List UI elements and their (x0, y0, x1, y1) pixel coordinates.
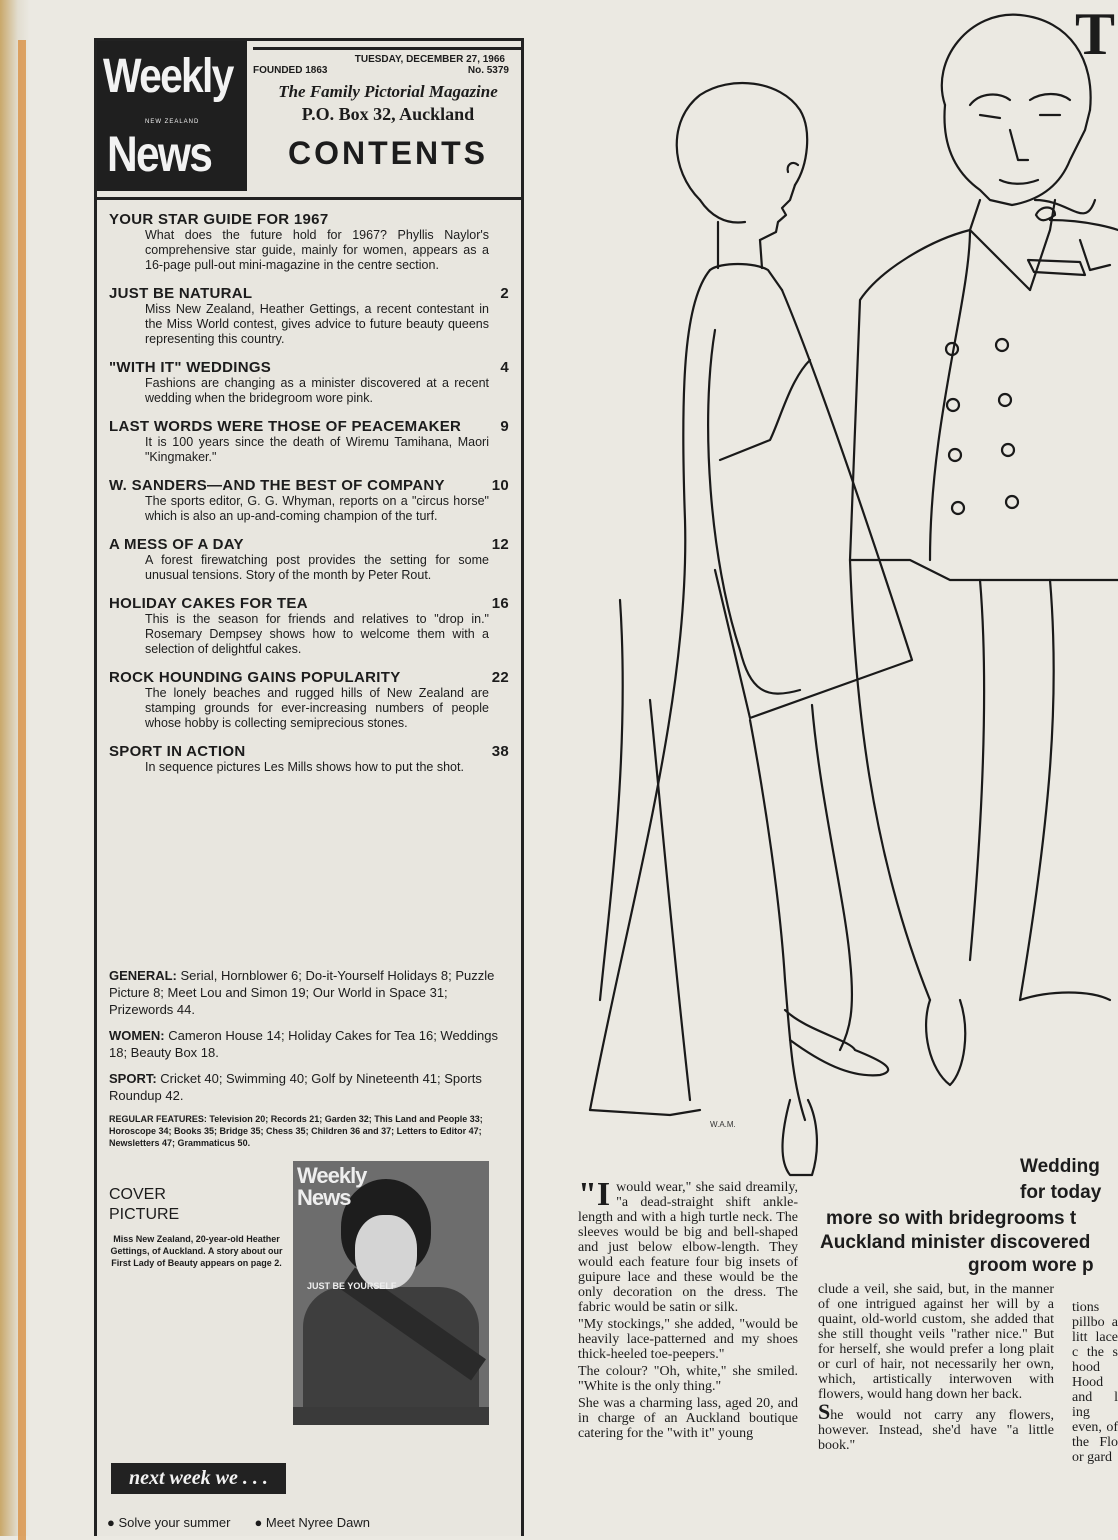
sport-section: SPORT: Cricket 40; Swimming 40; Golf by Nineteenth 41; Sports Roundup 42. (109, 1071, 482, 1103)
contents-entry (109, 285, 509, 347)
contents-entries (109, 211, 509, 787)
entry-page: 38 (491, 743, 509, 760)
article-paragraph: The colour? "Oh, white," she smiled. "White is the only thing." (578, 1364, 798, 1394)
weekly-news-logo (97, 41, 247, 191)
cover-heading-2: PICTURE (109, 1206, 180, 1223)
article-column-2 (818, 1282, 1054, 1536)
artist-signature: W.A.M. (710, 1120, 736, 1129)
next-week-item: ● Solve your summer (107, 1515, 231, 1530)
fashion-illustration (550, 0, 1118, 1180)
page-edge (0, 0, 30, 1536)
entry-description: This is the season for friends and relatives to "drop in." Rosemary Dempsey shows how to welcome them with a selection of delightful cakes. (145, 612, 489, 656)
entry-page: 22 (491, 669, 509, 686)
cover-thumb-footer (293, 1407, 489, 1425)
contents-entry (109, 418, 509, 465)
next-week-items (107, 1515, 507, 1530)
cover-figure-face (355, 1215, 417, 1289)
issue-number: No. 5379 (467, 65, 509, 76)
article-caption-1: Wedding (1020, 1156, 1100, 1177)
cover-thumbnail (293, 1161, 489, 1425)
article-paragraph: She would not carry any flowers, however. Instead, she'd have "a little book." (818, 1399, 1054, 1453)
entry-page: 9 (500, 418, 509, 435)
drop-cap: "I (578, 1180, 611, 1213)
entry-title: SPORT IN ACTION (109, 743, 246, 760)
woman-figure (590, 83, 912, 1175)
founded-year: FOUNDED 1863 (253, 65, 328, 76)
contents-panel (94, 38, 524, 1536)
entry-title: HOLIDAY CAKES FOR TEA (109, 595, 308, 612)
address: P.O. Box 32, Auckland (301, 104, 475, 124)
entry-page: 12 (491, 536, 509, 553)
article-column-1 (578, 1180, 798, 1536)
entry-page: 4 (500, 359, 509, 376)
contents-entry (109, 211, 509, 273)
logo-weekly: Weekly (103, 50, 233, 103)
entry-description: Miss New Zealand, Heather Gettings, a recent contestant in the Miss World contest, gives advice to future beauty queens representing this country. (145, 302, 489, 346)
entry-title: JUST BE NATURAL (109, 285, 253, 302)
entry-description: The sports editor, G. G. Whyman, reports on a "circus horse" which is also an up-and-coming champion of the turf. (145, 494, 489, 523)
article-paragraph: She was a charming lass, aged 20, and in charge of an Auckland boutique catering for the "with it" young (578, 1396, 798, 1441)
header-rule (97, 197, 521, 200)
masthead-header (253, 47, 523, 172)
entry-title: ROCK HOUNDING GAINS POPULARITY (109, 669, 401, 686)
entry-title: W. SANDERS—AND THE BEST OF COMPANY (109, 477, 445, 494)
next-week-banner: next week we . . . (111, 1463, 286, 1494)
cover-caption: Miss New Zealand, 20-year-old Heather Gettings, of Auckland. A story about our First Lady of Beauty appears on page 2. (110, 1234, 283, 1268)
entry-page: 10 (491, 477, 509, 494)
article-caption-2: for today (1020, 1182, 1102, 1203)
entry-description: What does the future hold for 1967? Phyllis Naylor's comprehensive star guide, mainly for women, appears as a 16-page pull-out mini-magazine in the centre section. (145, 228, 489, 272)
article-caption-5: groom wore p (968, 1255, 1094, 1276)
entry-description: It is 100 years since the death of Wiremu Tamihana, Maori "Kingmaker." (145, 435, 489, 464)
entry-page: 16 (491, 595, 509, 612)
cover-thumb-logo: Weekly News (297, 1163, 367, 1210)
man-figure (850, 15, 1118, 1085)
contents-entry (109, 536, 509, 583)
regular-features: REGULAR FEATURES: Television 20; Records 21; Garden 32; This Land and People 33; Horoscope 34; Books 35; Bridge 35; Chess 35; Children 36 and 37; Letters to Editor 47; Newsletters 47; Grammaticus 50. (109, 1114, 483, 1148)
entry-page: 2 (500, 285, 509, 302)
cover-picture-info (109, 1185, 284, 1269)
article-caption-3: more so with bridegrooms t (826, 1208, 1077, 1229)
logo-news: News (107, 126, 212, 182)
logo-new-zealand: NEW ZEALAND (145, 119, 200, 125)
section-listing (109, 967, 509, 1158)
article-paragraph: "My stockings," she added, "would be heavily lace-patterned and my shoes thick-heeled toe-peepers." (578, 1317, 798, 1362)
entry-title: LAST WORDS WERE THOSE OF PEACEMAKER (109, 418, 462, 435)
contents-entry (109, 359, 509, 406)
article-column-3: tions pillbo a litt lace c the s hood Hood and l ing even, of the Flo or gard (1072, 1300, 1118, 1465)
next-week-item: ● Meet Nyree Dawn (254, 1515, 370, 1530)
tagline: The Family Pictorial Magazine (278, 82, 498, 101)
contents-entry (109, 595, 509, 657)
entry-description: In sequence pictures Les Mills shows how to put the shot. (145, 760, 464, 774)
cover-heading-1: COVER (109, 1186, 166, 1203)
contents-heading: CONTENTS (288, 135, 488, 171)
article-caption-4: Auckland minister discovered (820, 1232, 1091, 1253)
article-paragraph: would wear," she said dreamily, "a dead-straight shift ankle-length and with a high turtle neck. The sleeves would be big and bell-shaped and just below elbow-length. They would each feature four big insets of guipure lace and these would be the only decoration on the dress. The fabric would be satin or silk. (578, 1180, 798, 1315)
cover-thumb-text: JUST BE YOURSELF (307, 1281, 397, 1291)
general-section: GENERAL: Serial, Hornblower 6; Do-it-Yourself Holidays 8; Puzzle Picture 8; Meet Lou and Simon 19; Our World in Space 31; Prizewords 44. (109, 968, 495, 1017)
entry-description: A forest firewatching post provides the setting for some unusual tensions. Story of the month by Peter Rout. (145, 553, 489, 582)
entry-title: YOUR STAR GUIDE FOR 1967 (109, 211, 329, 228)
contents-entry (109, 669, 509, 731)
headline-letter: T (1075, 1, 1116, 67)
entry-title: A MESS OF A DAY (109, 536, 244, 553)
contents-entry (109, 743, 509, 775)
entry-title: "WITH IT" WEDDINGS (109, 359, 272, 376)
entry-description: Fashions are changing as a minister discovered at a recent wedding when the bridegroom wore pink. (145, 376, 489, 405)
entry-description: The lonely beaches and rugged hills of New Zealand are stamping grounds for ever-increasing numbers of people whose hobby is collecting semiprecious stones. (145, 686, 489, 730)
contents-entry (109, 477, 509, 524)
women-section: WOMEN: Cameron House 14; Holiday Cakes for Tea 16; Weddings 18; Beauty Box 18. (109, 1028, 498, 1060)
article-paragraph: clude a veil, she said, but, in the manner of one intrigued against her will by a quaint, old-world custom, she added that she still thought veils "rather nice." But for herself, she would prefer a long plait or curl of hair, not necessarily her own, which, artistically interwoven with flowers, would hang down her back. (818, 1282, 1054, 1402)
issue-date: TUESDAY, DECEMBER 27, 1966 (354, 54, 505, 65)
